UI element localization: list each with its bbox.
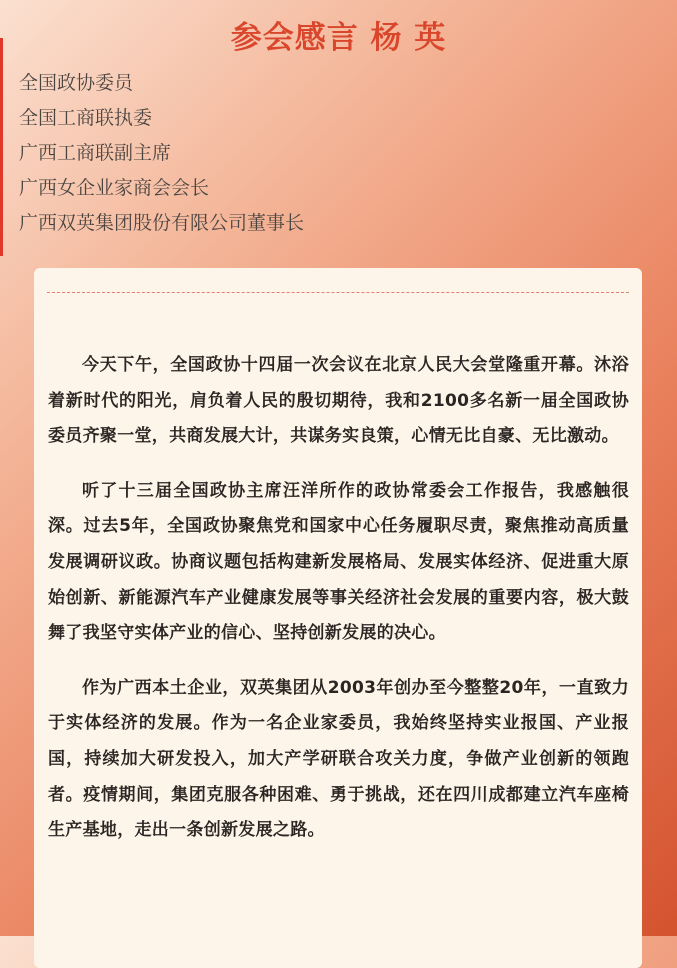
- speaker-title-item: 全国政协委员: [19, 72, 134, 94]
- speaker-title-item: 广西女企业家商会会长: [19, 177, 210, 199]
- page-header-title: 参会感言 杨 英: [230, 20, 447, 56]
- speaker-title-item: 全国工商联执委: [19, 107, 153, 129]
- article-paragraph: 听了十三届全国政协主席汪洋所作的政协常委会工作报告，我感触很深。过去5年，全国政协聚焦党和国家中心任务履职尽责，聚焦推动高质量发展调研议政。协商议题包括构建新发展格局、发展实体经济、促进重大原始创新、新能源汽车产业健康发展等事关经济社会发展的重要内容，极大鼓舞了我坚守实体产业的信心、坚持创新发展的决心。: [48, 480, 629, 644]
- article-paragraph: 作为广西本土企业，双英集团从2003年创办至今整整20年，一直致力于实体经济的发展。作为一名企业家委员，我始终坚持实业报国、产业报国，持续加大研发投入，加大产学研联合攻关力度，争做产业创新的领跑者。疫情期间，集团克服各种困难、勇于挑战，还在四川成都建立汽车座椅生产基地，走出一条创新发展之路。: [48, 677, 629, 841]
- accent-bar: [0, 38, 3, 256]
- article-body: [48, 348, 629, 868]
- speaker-titles-list: [19, 66, 304, 241]
- article-card: [34, 268, 642, 968]
- dashed-divider: [47, 292, 629, 293]
- article-paragraph: 今天下午，全国政协十四届一次会议在北京人民大会堂隆重开幕。沐浴着新时代的阳光，肩负着人民的殷切期待，我和2100多名新一届全国政协委员齐聚一堂，共商发展大计，共谋务实良策，心情无比自豪、无比激动。: [48, 355, 629, 447]
- speaker-title-item: 广西双英集团股份有限公司董事长: [19, 212, 305, 234]
- speaker-title-item: 广西工商联副主席: [19, 142, 172, 164]
